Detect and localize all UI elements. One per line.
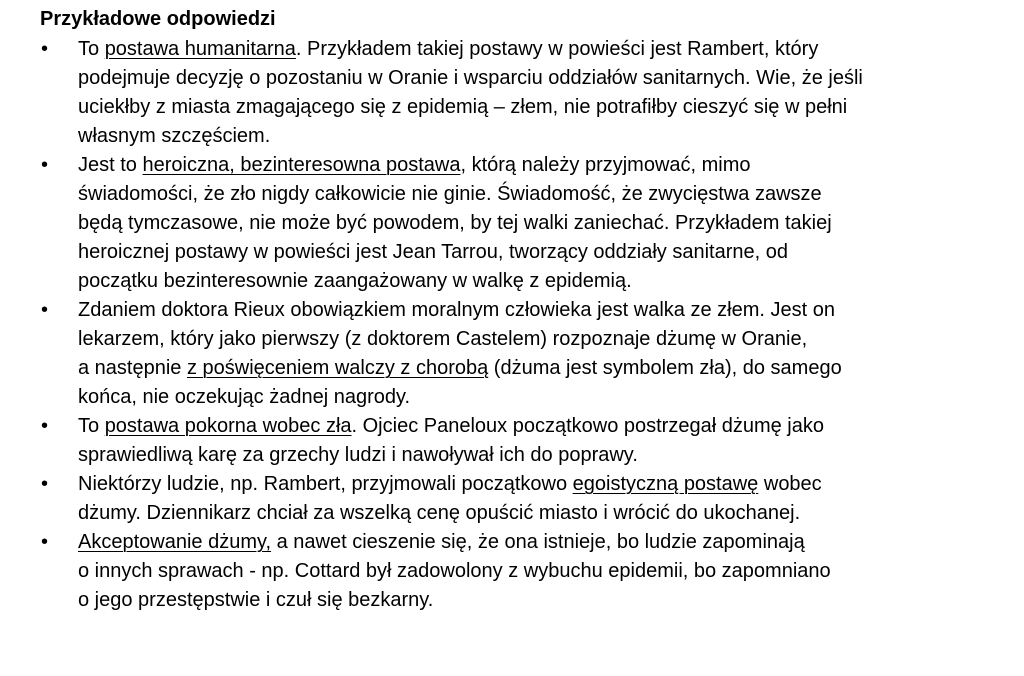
text-segment: początku bezinteresownie zaangażowany w walkę z epidemią. <box>78 270 632 292</box>
text-line <box>78 238 984 267</box>
text-line <box>78 122 984 151</box>
text-line <box>78 441 984 470</box>
underlined-phrase: postawa humanitarna <box>104 38 296 60</box>
answer-list <box>40 35 984 615</box>
text-segment: uciekłby z miasta zmagającego się z epidemią – złem, nie potrafiłby cieszyć się w pełni <box>78 96 848 118</box>
bullet-icon: • <box>41 38 49 60</box>
text-segment: świadomości, że zło nigdy całkowicie nie ginie. Świadomość, że zwycięstwa zawsze <box>78 183 822 205</box>
list-item <box>40 528 984 615</box>
text-segment: dżumy. Dziennikarz chciał za wszelką cenę opuścić miasto i wrócić do ukochanej. <box>78 502 801 524</box>
text-segment: podejmuje decyzję o pozostaniu w Oranie i wsparciu oddziałów sanitarnych. Wie, że jeśli <box>78 67 863 89</box>
text-line <box>78 470 984 499</box>
list-item <box>40 35 984 151</box>
text-line <box>78 412 984 441</box>
text-line <box>78 296 984 325</box>
text-line <box>78 557 984 586</box>
text-segment: lekarzem, który jako pierwszy (z doktorem Castelem) rozpoznaje dżumę w Oranie, <box>78 328 808 350</box>
text-segment: Niektórzy ludzie, np. Rambert, przyjmowali początkowo <box>78 473 573 495</box>
text-line <box>78 325 984 354</box>
list-item <box>40 412 984 470</box>
bullet-icon: • <box>41 531 49 553</box>
text-segment: a nawet cieszenie się, że ona istnieje, bo ludzie zapominają <box>271 531 805 553</box>
text-line <box>78 64 984 93</box>
text-line <box>78 499 984 528</box>
bullet-icon: • <box>41 154 49 176</box>
text-line <box>78 180 984 209</box>
text-segment: będą tymczasowe, nie może być powodem, by tej walki zaniechać. Przykładem takiej <box>78 212 832 234</box>
underlined-phrase: Akceptowanie dżumy, <box>78 531 272 553</box>
text-segment: heroicznej postawy w powieści jest Jean Tarrou, tworzący oddziały sanitarne, od <box>78 241 788 263</box>
text-line <box>78 93 984 122</box>
text-segment: . Ojciec Paneloux początkowo postrzegał dżumę jako <box>351 415 824 437</box>
text-segment: o jego przestępstwie i czuł się bezkarny. <box>78 589 434 611</box>
list-item <box>40 296 984 412</box>
underlined-phrase: egoistyczną postawę <box>572 473 759 495</box>
text-line <box>78 35 984 64</box>
text-segment: To <box>78 415 105 437</box>
underlined-phrase: postawa pokorna wobec zła <box>104 415 352 437</box>
bullet-icon: • <box>41 473 49 495</box>
text-line <box>78 383 984 412</box>
text-line <box>78 528 984 557</box>
text-segment: (dżuma jest symbolem zła), do samego <box>488 357 842 379</box>
text-segment: a następnie <box>78 357 187 379</box>
text-segment: własnym szczęściem. <box>78 125 271 147</box>
bullet-icon: • <box>41 299 49 321</box>
text-segment: . Przykładem takiej postawy w powieści jest Rambert, który <box>295 38 819 60</box>
text-line <box>78 209 984 238</box>
list-item <box>40 151 984 296</box>
list-item <box>40 470 984 528</box>
underlined-phrase: heroiczna, bezinteresowna postawa <box>142 154 461 176</box>
underlined-phrase: z poświęceniem walczy z chorobą <box>186 357 489 379</box>
text-segment: Jest to <box>78 154 143 176</box>
document-title: Przykładowe odpowiedzi <box>40 8 276 30</box>
text-line <box>78 586 984 615</box>
text-segment: Zdaniem doktora Rieux obowiązkiem moralnym człowieka jest walka ze złem. Jest on <box>78 299 835 321</box>
text-line <box>78 354 984 383</box>
text-line <box>78 151 984 180</box>
text-segment: sprawiedliwą karę za grzechy ludzi i nawoływał ich do poprawy. <box>78 444 638 466</box>
bullet-icon: • <box>41 415 49 437</box>
text-segment: o innych sprawach - np. Cottard był zadowolony z wybuchu epidemii, bo zapomniano <box>78 560 831 582</box>
text-segment: To <box>78 38 105 60</box>
text-segment: końca, nie oczekując żadnej nagrody. <box>78 386 411 408</box>
text-line <box>78 267 984 296</box>
text-segment: wobec <box>758 473 822 495</box>
text-segment: , którą należy przyjmować, mimo <box>460 154 751 176</box>
